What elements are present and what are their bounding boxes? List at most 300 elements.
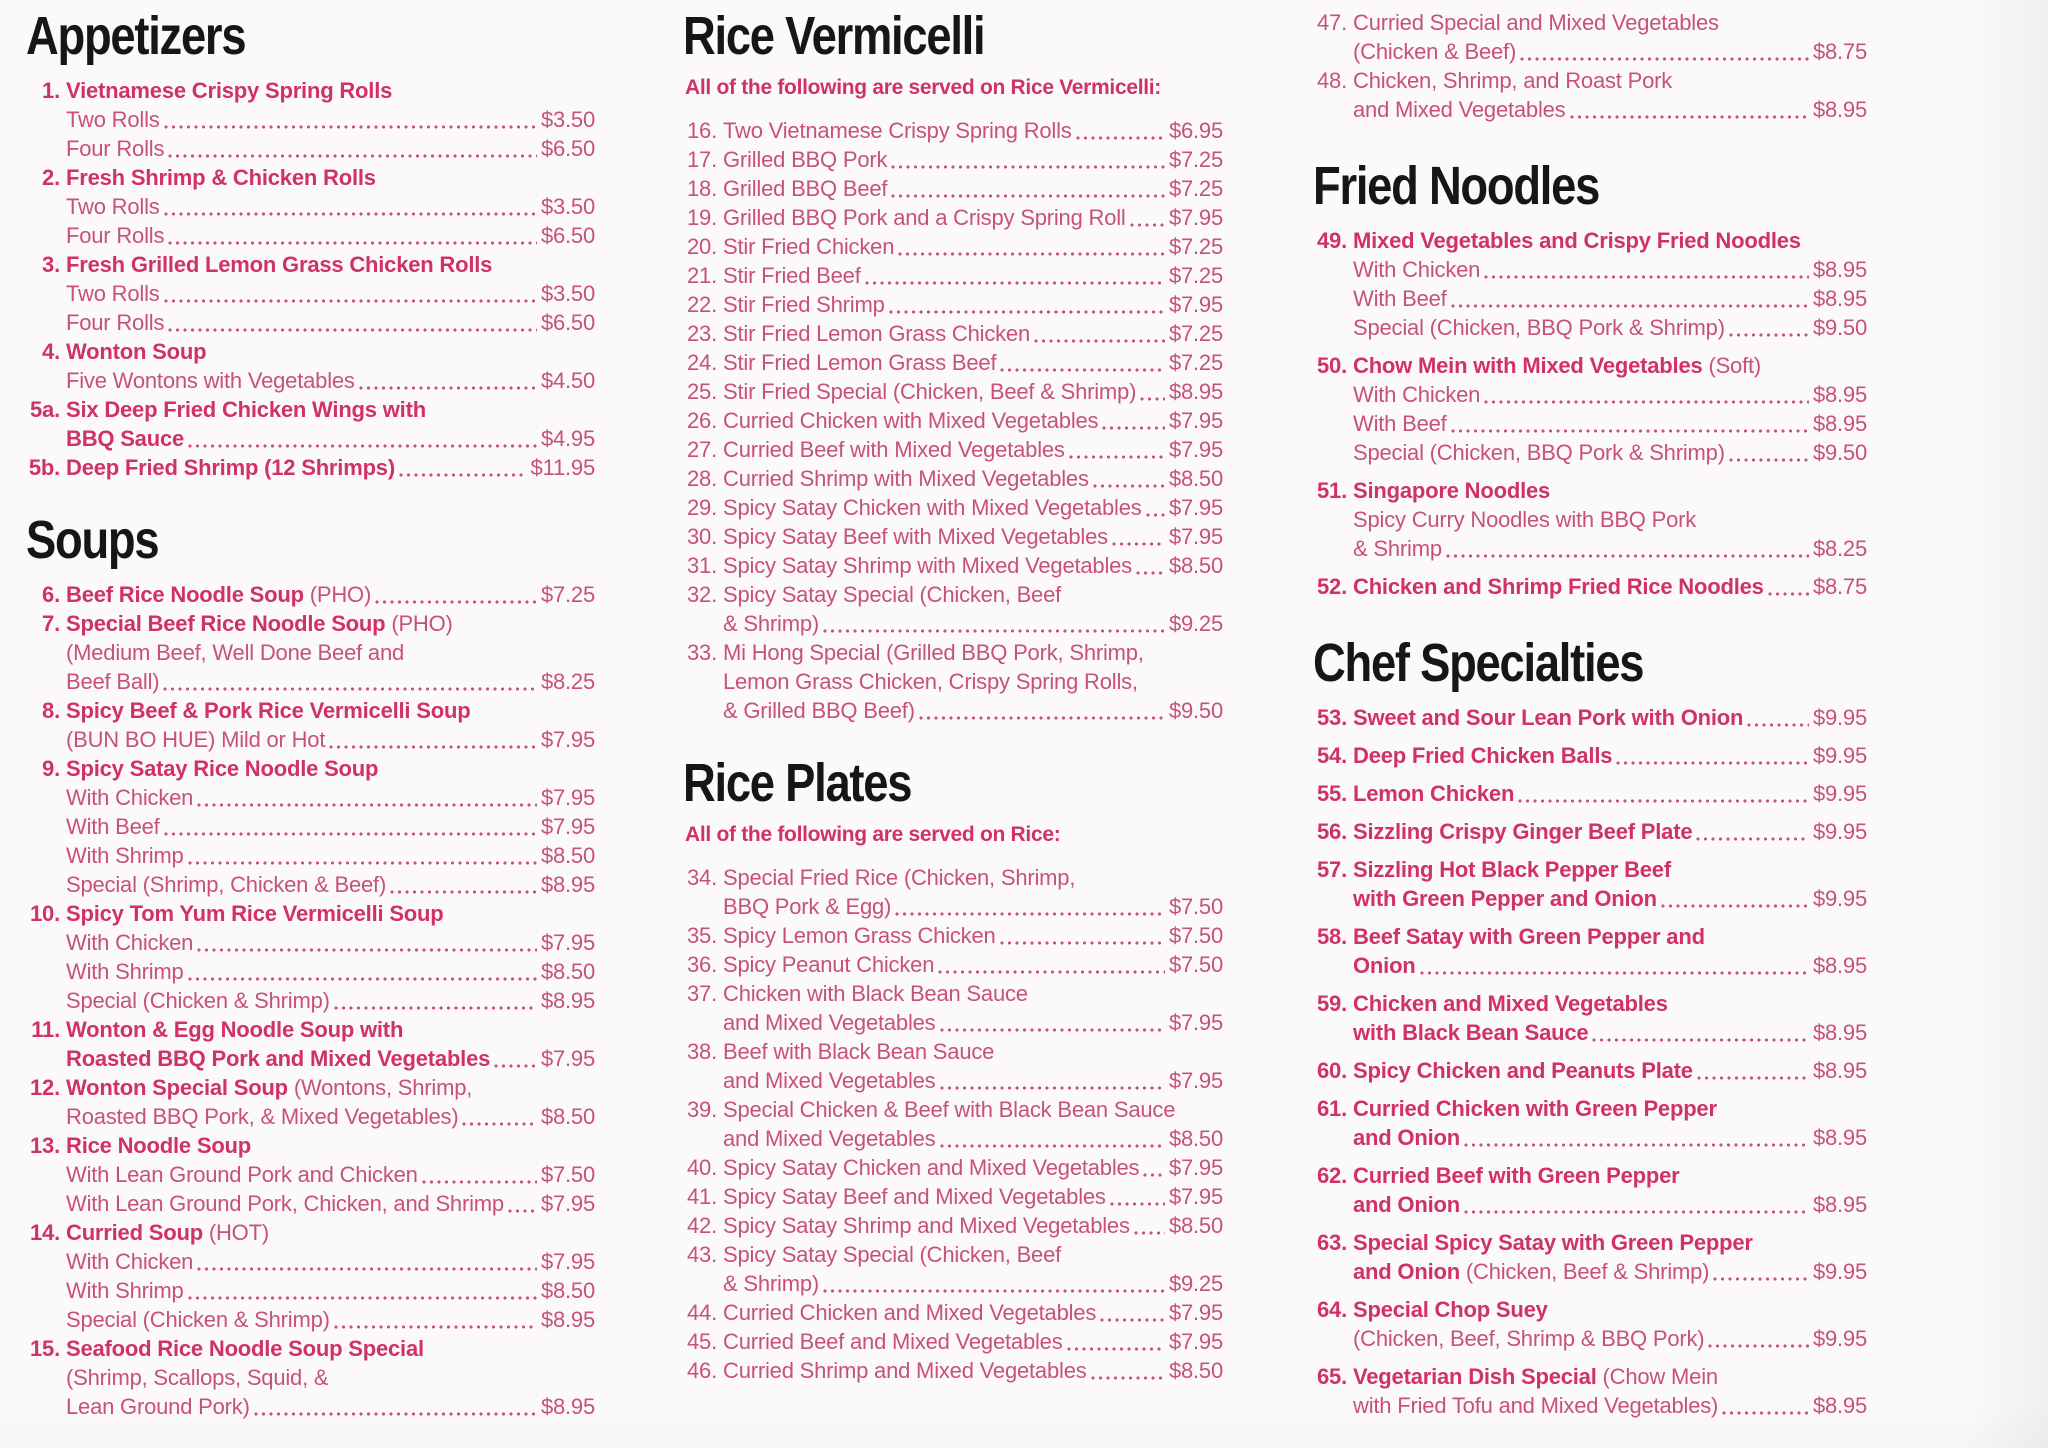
menu-line	[1313, 1362, 1867, 1391]
item-number: 42.	[687, 1213, 717, 1239]
item-number: 29.	[687, 495, 717, 521]
menu-line	[1313, 1324, 1867, 1353]
item-price: $7.95	[540, 1249, 595, 1275]
item-price: $4.95	[540, 426, 595, 452]
item-price: $8.50	[1168, 1358, 1223, 1384]
item-text-segment: Two Rolls	[66, 281, 160, 307]
item-text-segment: Spicy Curry Noodles with BBQ Pork	[1353, 507, 1697, 533]
item-text	[723, 1211, 1130, 1240]
menu-item	[683, 377, 1223, 406]
menu-line	[26, 725, 595, 754]
item-price: $9.95	[1812, 781, 1867, 807]
menu-line	[1313, 703, 1867, 732]
dot-leader	[168, 154, 537, 158]
item-number: 54.	[1317, 743, 1347, 769]
dot-leader	[1592, 1038, 1808, 1042]
item-text-segment: Special (Chicken, BBQ Pork & Shrimp)	[1353, 315, 1725, 341]
item-price: $8.50	[1168, 1213, 1223, 1239]
item-text-segment: Spicy Satay Shrimp with Mixed Vegetables	[723, 553, 1132, 579]
item-text	[66, 395, 426, 424]
item-text-segment: Spicy Peanut Chicken	[723, 952, 935, 978]
menu-line	[1313, 380, 1867, 409]
item-text	[66, 754, 378, 783]
item-text	[723, 174, 887, 203]
item-number: 21.	[687, 263, 717, 289]
menu-item	[683, 145, 1223, 174]
dot-leader	[164, 125, 537, 129]
menu-line	[1313, 1018, 1867, 1047]
item-number: 1.	[42, 78, 60, 104]
item-text	[66, 725, 325, 754]
item-text-segment: With Lean Ground Pork and Chicken	[66, 1162, 418, 1188]
item-price: $8.95	[1812, 382, 1867, 408]
dot-leader	[1697, 1076, 1809, 1080]
item-price: $7.95	[1168, 524, 1223, 550]
item-text	[1353, 1018, 1588, 1047]
item-text-segment: Four Rolls	[66, 223, 165, 249]
item-price: $8.95	[540, 1307, 595, 1333]
dot-leader	[1140, 397, 1165, 401]
item-text	[1353, 505, 1696, 534]
menu-line	[26, 250, 595, 279]
item-text	[1353, 95, 1566, 124]
dot-leader	[329, 745, 537, 749]
item-text-segment: Lemon Grass Chicken, Crispy Spring Rolls,	[723, 669, 1138, 695]
menu-line	[683, 950, 1223, 979]
item-price: $7.95	[1168, 1300, 1223, 1326]
item-number: 30.	[687, 524, 717, 550]
menu-line	[683, 638, 1223, 667]
menu-line	[26, 783, 595, 812]
menu-item	[26, 250, 595, 337]
menu-line	[683, 377, 1223, 406]
section-heading: Rice Plates	[683, 753, 912, 814]
dot-leader	[823, 1289, 1165, 1293]
item-price: $9.95	[1812, 1326, 1867, 1352]
item-price: $7.95	[1168, 437, 1223, 463]
section-soups	[26, 512, 595, 1421]
item-price: $9.50	[1812, 440, 1867, 466]
menu-item-list	[1313, 226, 1867, 601]
menu-line	[683, 406, 1223, 435]
item-text-segment: and Onion	[1353, 1259, 1466, 1285]
item-price: $7.95	[540, 930, 595, 956]
item-number: 2.	[42, 165, 60, 191]
menu-item-list	[26, 76, 595, 482]
item-text	[1353, 922, 1705, 951]
menu-line	[1313, 438, 1867, 467]
item-text	[1353, 1094, 1717, 1123]
section-rice-plates-continued	[1313, 8, 1867, 124]
dot-leader	[1069, 455, 1165, 459]
menu-line	[1313, 409, 1867, 438]
dot-leader	[1100, 1318, 1165, 1322]
menu-line	[683, 1008, 1223, 1037]
item-price: $7.95	[1168, 1329, 1223, 1355]
item-number: 5a.	[30, 397, 60, 423]
item-text	[723, 493, 1142, 522]
item-text-segment: Mi Hong Special (Grilled BBQ Pork, Shrimp,	[723, 640, 1144, 666]
item-text	[66, 279, 160, 308]
item-number: 37.	[687, 981, 717, 1007]
menu-line	[1313, 1123, 1867, 1152]
menu-line	[683, 261, 1223, 290]
item-text-segment: BBQ Pork & Egg)	[723, 894, 892, 920]
item-text-segment: Spicy Satay Chicken and Mixed Vegetables	[723, 1155, 1140, 1181]
menu-item-list	[1313, 703, 1867, 1420]
item-text-segment: Spicy Satay Chicken with Mixed Vegetables	[723, 495, 1142, 521]
item-number: 4.	[42, 339, 60, 365]
menu-item	[1313, 1295, 1867, 1353]
item-text	[66, 1044, 490, 1073]
item-text	[1353, 779, 1514, 808]
menu-item	[683, 1240, 1223, 1298]
dot-leader	[168, 241, 537, 245]
item-text	[66, 105, 160, 134]
dot-leader	[334, 1006, 537, 1010]
item-price: $4.50	[540, 368, 595, 394]
item-text	[1353, 1123, 1460, 1152]
section-heading: Fried Noodles	[1313, 156, 1600, 216]
item-text	[723, 1095, 1175, 1124]
item-price: $8.50	[540, 1104, 595, 1130]
item-text-segment: Wonton Soup	[66, 339, 207, 365]
item-number: 26.	[687, 408, 717, 434]
item-number: 5b.	[28, 455, 60, 481]
menu-line	[26, 1160, 595, 1189]
menu-line	[26, 841, 595, 870]
menu-line	[26, 192, 595, 221]
menu-line	[26, 308, 595, 337]
menu-line	[683, 319, 1223, 348]
menu-item	[26, 1218, 595, 1334]
item-number: 44.	[687, 1300, 717, 1326]
item-price: $8.50	[540, 1278, 595, 1304]
item-price: $7.50	[1168, 894, 1223, 920]
section-note: All of the following are served on Rice:	[685, 823, 1061, 847]
dot-leader	[254, 1412, 537, 1416]
dot-leader	[390, 890, 537, 894]
item-text-segment: Curried Shrimp and Mixed Vegetables	[723, 1358, 1087, 1384]
menu-item	[683, 319, 1223, 348]
item-number: 16.	[687, 118, 717, 144]
item-text	[723, 203, 1126, 232]
menu-line	[1313, 66, 1867, 95]
item-price: $7.50	[1168, 923, 1223, 949]
menu-line	[683, 580, 1223, 609]
item-text-segment: and Mixed Vegetables	[723, 1126, 936, 1152]
menu-item	[26, 395, 595, 453]
menu-item	[1313, 351, 1867, 467]
menu-line	[26, 580, 595, 609]
item-text-segment: Beef with Black Bean Sauce	[723, 1039, 995, 1065]
dot-leader	[1000, 941, 1165, 945]
item-text	[66, 841, 184, 870]
menu-item	[683, 116, 1223, 145]
item-number: 56.	[1317, 819, 1347, 845]
item-text	[723, 979, 1028, 1008]
item-text	[1353, 1161, 1680, 1190]
menu-line	[26, 928, 595, 957]
item-text-segment: & Shrimp	[1353, 536, 1442, 562]
menu-item	[683, 1153, 1223, 1182]
item-text-segment: Lemon Chicken	[1353, 781, 1515, 807]
menu-item-list	[683, 863, 1223, 1385]
menu-line	[683, 1153, 1223, 1182]
item-text	[1353, 1324, 1704, 1353]
dot-leader	[919, 716, 1165, 720]
menu-item	[1313, 572, 1867, 601]
menu-line	[683, 609, 1223, 638]
item-text-segment: Fresh Shrimp & Chicken Rolls	[66, 165, 376, 191]
item-text-segment: Special (Shrimp, Chicken & Beef)	[66, 872, 387, 898]
item-text-segment: Four Rolls	[66, 310, 165, 336]
menu-line	[1313, 95, 1867, 124]
item-number: 14.	[30, 1220, 60, 1246]
menu-item	[1313, 855, 1867, 913]
item-number: 57.	[1317, 857, 1347, 883]
item-text	[66, 1102, 458, 1131]
menu-line	[26, 638, 595, 667]
item-text-segment: Spicy Satay Shrimp and Mixed Vegetables	[723, 1213, 1130, 1239]
menu-line	[683, 1095, 1223, 1124]
item-text	[66, 986, 330, 1015]
menu-item-list	[683, 116, 1223, 725]
menu-line	[683, 145, 1223, 174]
item-text-segment: With Chicken	[1353, 257, 1481, 283]
item-text-segment: With Shrimp	[66, 1278, 184, 1304]
item-text	[66, 667, 159, 696]
item-number: 58.	[1317, 924, 1347, 950]
dot-leader	[1102, 426, 1165, 430]
menu-line	[683, 892, 1223, 921]
item-number: 62.	[1317, 1163, 1347, 1189]
item-price: $7.25	[540, 582, 595, 608]
item-price: $9.95	[1812, 705, 1867, 731]
menu-line	[26, 366, 595, 395]
item-text-segment: Lean Ground Pork)	[66, 1394, 250, 1420]
dot-leader	[1093, 484, 1165, 488]
item-text-segment: (Chicken, Beef, Shrimp & BBQ Pork)	[1353, 1326, 1705, 1352]
dot-leader	[334, 1325, 537, 1329]
item-text	[1353, 817, 1692, 846]
menu-line	[1313, 741, 1867, 770]
menu-item	[683, 522, 1223, 551]
item-number: 31.	[687, 553, 717, 579]
item-number: 8.	[42, 698, 60, 724]
menu-line	[683, 1211, 1223, 1240]
item-price: $7.95	[1168, 1010, 1223, 1036]
menu-item	[1313, 989, 1867, 1047]
item-text-segment: (BUN BO HUE) Mild or Hot	[66, 727, 326, 753]
menu-item	[683, 261, 1223, 290]
menu-line	[683, 203, 1223, 232]
menu-line	[1313, 1094, 1867, 1123]
menu-line	[26, 1218, 595, 1247]
item-text	[66, 192, 160, 221]
item-text-segment: With Beef	[1353, 411, 1447, 437]
dot-leader	[1484, 400, 1809, 404]
item-text	[66, 163, 376, 192]
item-number: 24.	[687, 350, 717, 376]
item-text	[1353, 409, 1447, 438]
item-text-segment: & Shrimp)	[723, 1271, 819, 1297]
item-text	[723, 435, 1065, 464]
menu-item	[683, 435, 1223, 464]
item-text-segment: Onion	[1353, 953, 1416, 979]
item-number: 65.	[1317, 1364, 1347, 1390]
dot-leader	[1713, 1277, 1809, 1281]
menu-line	[26, 986, 595, 1015]
section-heading: Chef Specialties	[1313, 633, 1644, 694]
item-price: $7.25	[1168, 176, 1223, 202]
item-text-segment: Chicken and Shrimp Fried Rice Noodles	[1353, 574, 1764, 600]
item-text	[1353, 284, 1447, 313]
item-price: $9.50	[1168, 698, 1223, 724]
menu-line	[683, 1124, 1223, 1153]
dot-leader	[1034, 339, 1165, 343]
item-text-segment: Spicy Satay Special (Chicken, Beef	[723, 582, 1062, 608]
item-text-segment: Spicy Satay Rice Noodle Soup	[66, 756, 379, 782]
item-text-segment: Stir Fried Chicken	[723, 234, 895, 260]
item-price: $9.95	[1812, 1259, 1867, 1285]
item-number: 60.	[1317, 1058, 1347, 1084]
menu-line	[683, 1182, 1223, 1211]
item-number: 20.	[687, 234, 717, 260]
menu-item	[683, 1211, 1223, 1240]
item-text-segment: Singapore Noodles	[1353, 478, 1551, 504]
section-chef-specialties	[1313, 635, 1867, 1420]
menu-line	[683, 232, 1223, 261]
item-text	[1353, 572, 1764, 601]
item-text	[723, 1153, 1139, 1182]
section-heading: Appetizers	[26, 6, 246, 66]
menu-line	[1313, 534, 1867, 563]
item-text	[723, 1298, 1096, 1327]
menu-column-1	[26, 8, 595, 1429]
item-text	[66, 424, 184, 453]
item-text	[1353, 66, 1672, 95]
dot-leader	[1570, 115, 1809, 119]
menu-line	[683, 1356, 1223, 1385]
section-heading: Soups	[26, 510, 159, 571]
dot-leader	[508, 1209, 537, 1213]
menu-item	[683, 921, 1223, 950]
item-text	[723, 1008, 936, 1037]
menu-line	[683, 1037, 1223, 1066]
item-price: $8.95	[1812, 1393, 1867, 1419]
item-text-segment: Spicy Satay Special (Chicken, Beef	[723, 1242, 1062, 1268]
menu-line	[26, 870, 595, 899]
menu-line	[1313, 855, 1867, 884]
item-number: 59.	[1317, 991, 1347, 1017]
item-text-segment: Mixed Vegetables and Crispy Fried Noodles	[1353, 228, 1801, 254]
menu-item	[683, 551, 1223, 580]
item-price: $8.95	[1168, 379, 1223, 405]
section-heading: Rice Vermicelli	[683, 6, 985, 66]
item-text	[723, 863, 1075, 892]
dot-leader	[1146, 513, 1165, 517]
dot-leader	[197, 948, 537, 952]
menu-line	[1313, 8, 1867, 37]
dot-leader	[1729, 458, 1809, 462]
item-text	[66, 1189, 504, 1218]
item-text	[723, 464, 1089, 493]
menu-line	[1313, 884, 1867, 913]
item-price: $9.95	[1812, 819, 1867, 845]
item-text-segment: Stir Fried Lemon Grass Chicken	[723, 321, 1030, 347]
dot-leader	[1130, 223, 1165, 227]
item-text-segment: and Onion	[1353, 1192, 1460, 1218]
item-price: $8.95	[1812, 1058, 1867, 1084]
dot-leader	[188, 1296, 537, 1300]
menu-line	[683, 696, 1223, 725]
menu-item	[683, 174, 1223, 203]
item-text	[66, 1276, 184, 1305]
item-number: 12.	[30, 1075, 60, 1101]
item-text-segment: BBQ Sauce	[66, 426, 185, 452]
menu-line	[26, 395, 595, 424]
menu-item	[1313, 476, 1867, 563]
menu-column-3	[1313, 8, 1867, 1429]
item-text-segment: Spicy Tom Yum Rice Vermicelli Soup	[66, 901, 444, 927]
item-price: $7.25	[1168, 321, 1223, 347]
item-price: $6.50	[540, 136, 595, 162]
menu-item	[1313, 741, 1867, 770]
item-text	[1353, 951, 1416, 980]
item-price: $8.95	[1812, 1020, 1867, 1046]
item-number: 10.	[30, 901, 60, 927]
item-text-segment: Two Rolls	[66, 194, 160, 220]
item-text-segment: Special Spicy Satay with Green Pepper	[1353, 1230, 1753, 1256]
menu-line	[1313, 1056, 1867, 1085]
menu-item-list	[1313, 8, 1867, 124]
item-price: $8.95	[1812, 286, 1867, 312]
item-text	[723, 1124, 936, 1153]
menu-item	[683, 1182, 1223, 1211]
dot-leader	[422, 1180, 537, 1184]
menu-line	[26, 424, 595, 453]
item-text-segment: Stir Fried Beef	[723, 263, 861, 289]
item-number: 61.	[1317, 1096, 1347, 1122]
item-text	[1353, 313, 1725, 342]
item-number: 6.	[42, 582, 60, 608]
item-number: 63.	[1317, 1230, 1347, 1256]
menu-line	[26, 1131, 595, 1160]
item-number: 38.	[687, 1039, 717, 1065]
item-text-segment: (Medium Beef, Well Done Beef and	[66, 640, 405, 666]
menu-line	[26, 1044, 595, 1073]
item-text-segment: Special Beef Rice Noodle Soup	[66, 611, 392, 637]
menu-line	[683, 1066, 1223, 1095]
dot-leader	[1768, 592, 1809, 596]
dot-leader	[197, 803, 537, 807]
item-text	[66, 453, 395, 482]
dot-leader	[164, 212, 537, 216]
dot-leader	[1464, 1210, 1809, 1214]
item-text	[723, 1269, 819, 1298]
menu-item	[683, 1037, 1223, 1095]
item-price: $7.50	[1168, 952, 1223, 978]
menu-item	[1313, 1362, 1867, 1420]
dot-leader	[1451, 304, 1809, 308]
item-text-segment: Two Vietnamese Crispy Spring Rolls	[723, 118, 1072, 144]
menu-item	[1313, 1228, 1867, 1286]
menu-line	[26, 667, 595, 696]
menu-item	[1313, 226, 1867, 342]
dot-leader	[889, 310, 1165, 314]
item-number: 18.	[687, 176, 717, 202]
